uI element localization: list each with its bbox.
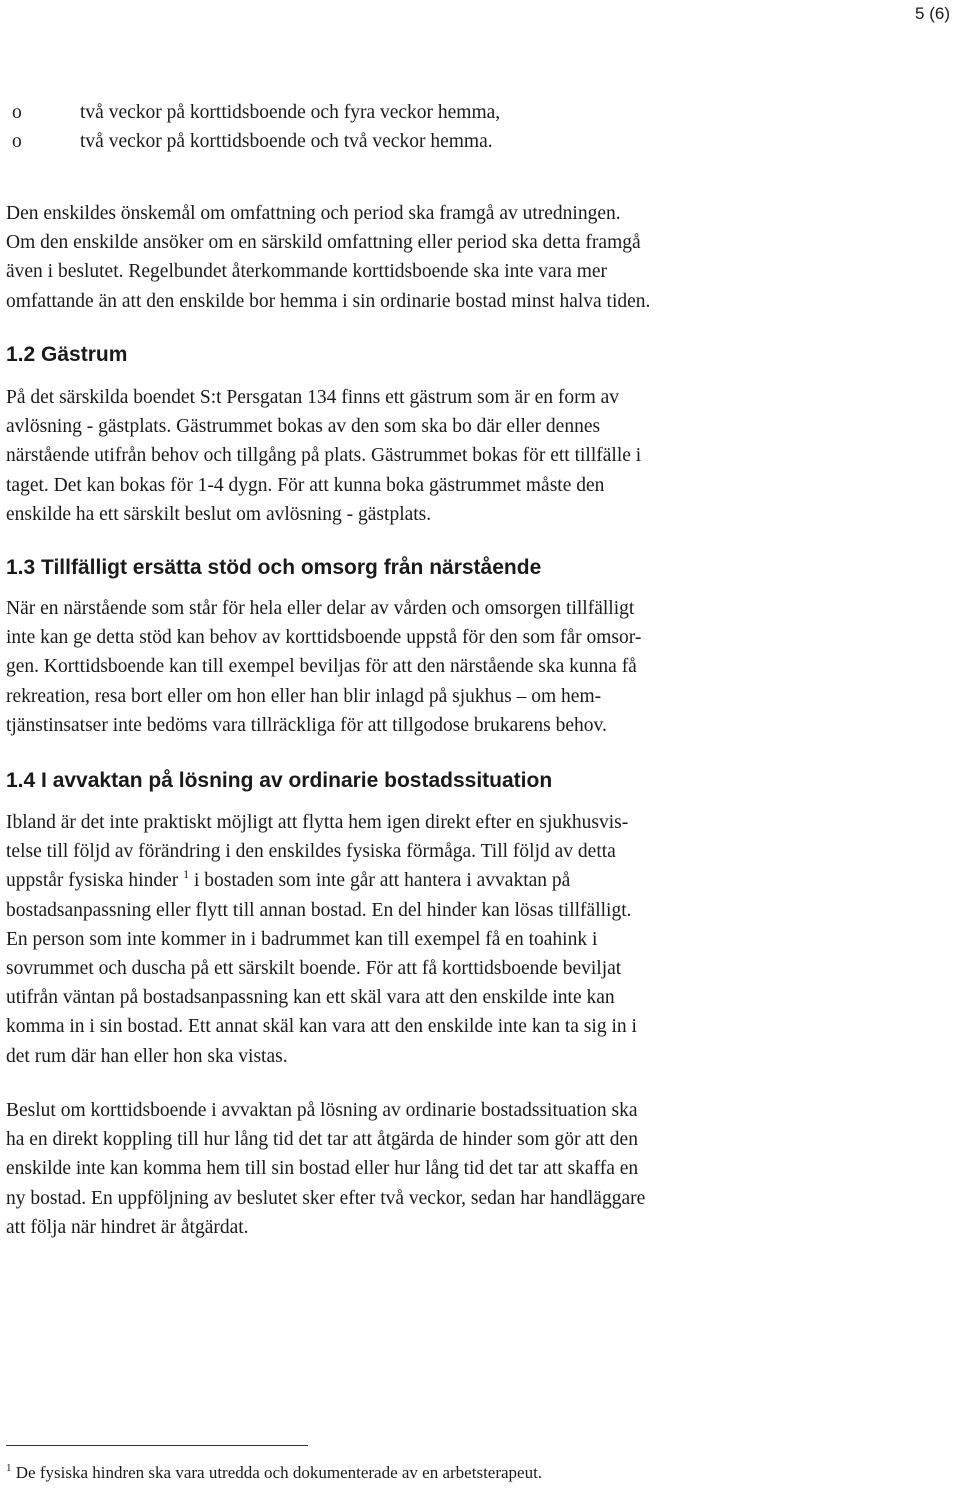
section-heading-1-3: 1.3 Tillfälligt ersätta stöd och omsorg från närstående (6, 556, 542, 579)
footnote-number: 1 (6, 1462, 12, 1474)
paragraph-line: En person som inte kommer in i badrummet kan till exempel få en toahink i (6, 928, 598, 950)
paragraph-line: rekreation, resa bort eller om hon eller han blir inlagd på sjukhus – om hem- (6, 685, 602, 707)
paragraph-line: att följa när hindret är åtgärdat. (6, 1216, 249, 1238)
paragraph-line: avlösning - gästplats. Gästrummet bokas av den som ska bo där eller dennes (6, 416, 601, 438)
page-number: 5 (6) (915, 4, 950, 23)
paragraph-line: ha en direkt koppling till hur lång tid det tar att åtgärda de hinder som gör att den (6, 1129, 638, 1151)
section-1-4-paragraph-2 (6, 1096, 936, 1242)
paragraph-line: även i beslutet. Regelbundet återkommande korttidsboende ska inte vara mer (6, 261, 608, 283)
line-text: i bostaden som inte går att hantera i avvaktan på (189, 870, 571, 892)
paragraph-line: På det särskilda boendet S:t Persgatan 134 finns ett gästrum som är en form av (6, 387, 620, 408)
footnote (6, 1462, 542, 1484)
paragraph-line: det rum där han eller hon ska vistas. (6, 1045, 288, 1067)
paragraph-line: telse till följd av förändring i den enskildes fysiska förmåga. Till följd av detta (6, 841, 616, 863)
paragraph-line: Ibland är det inte praktiskt möjligt att flytta hem igen direkt efter en sjukhusvis- (6, 812, 629, 833)
intro-paragraph (6, 199, 936, 316)
paragraph-line: Om den enskilde ansöker om en särskild omfattning eller period ska detta framgå (6, 232, 641, 254)
paragraph-line: ny bostad. En uppföljning av beslutet sker efter två veckor, sedan har handläggare (6, 1187, 646, 1209)
footnote-divider (6, 1445, 308, 1446)
paragraph-line: gen. Korttidsboende kan till exempel beviljas för att den närstående ska kunna få (6, 656, 637, 678)
section-heading-1-2: 1.2 Gästrum (6, 343, 128, 366)
paragraph-line: Beslut om korttidsboende i avvaktan på lösning av ordinarie bostadssituation ska (6, 1100, 638, 1121)
paragraph-line: tjänstinsatser inte bedöms vara tillräckliga för att tillgodose brukarens behov. (6, 714, 607, 736)
paragraph-line: inte kan ge detta stöd kan behov av korttidsboende uppstå för den som får omsor- (6, 627, 642, 649)
line-text: uppstår fysiska hinder (6, 870, 184, 892)
bullet-marker: o (12, 131, 22, 152)
list-item (12, 98, 500, 127)
paragraph-line: När en närstående som står för hela eller delar av vården och omsorgen tillfälligt (6, 598, 635, 619)
section-heading-1-4: 1.4 I avvaktan på lösning av ordinarie bostadssituation (6, 769, 553, 792)
list-item (12, 127, 500, 156)
paragraph-line: taget. Det kan bokas för 1-4 dygn. För att kunna boka gästrummet måste den (6, 474, 605, 496)
paragraph-line: komma in i sin bostad. Ett annat skäl kan vara att den enskilde inte kan ta sig in i (6, 1016, 637, 1038)
paragraph-line: enskilde ha ett särskilt beslut om avlösning - gästplats. (6, 503, 432, 525)
paragraph-line: Den enskildes önskemål om omfattning och period ska framgå av utredningen. (6, 203, 621, 224)
section-1-3-paragraph (6, 594, 936, 740)
paragraph-line: sovrummet och duscha på ett särskilt boende. För att få korttidsboende beviljat (6, 958, 622, 980)
paragraph-line (6, 866, 936, 895)
paragraph-line: närstående utifrån behov och tillgång på plats. Gästrummet bokas för ett tillfälle i (6, 445, 642, 467)
section-1-2-paragraph (6, 383, 936, 529)
list-item-text: två veckor på korttidsboende och fyra veckor hemma, (80, 102, 501, 123)
paragraph-line: utifrån väntan på bostadsanpassning kan ett skäl vara att den enskilde inte kan (6, 987, 615, 1009)
bullet-marker: o (12, 102, 22, 123)
footnote-text: De fysiska hindren ska vara utredda och dokumenterade av en arbetsterapeut. (11, 1463, 543, 1482)
paragraph-line: bostadsanpassning eller flytt till annan bostad. En del hinder kan lösas tillfälligt. (6, 899, 632, 921)
footnote-reference[interactable]: 1 (183, 867, 190, 882)
list-item-text: två veckor på korttidsboende och två veckor hemma. (80, 131, 493, 152)
bullet-list (12, 98, 500, 156)
section-1-4-paragraph-1 (6, 808, 936, 1071)
paragraph-line: omfattande än att den enskilde bor hemma i sin ordinarie bostad minst halva tiden. (6, 290, 651, 312)
paragraph-line: enskilde inte kan komma hem till sin bostad eller hur lång tid det tar att skaffa en (6, 1158, 639, 1180)
